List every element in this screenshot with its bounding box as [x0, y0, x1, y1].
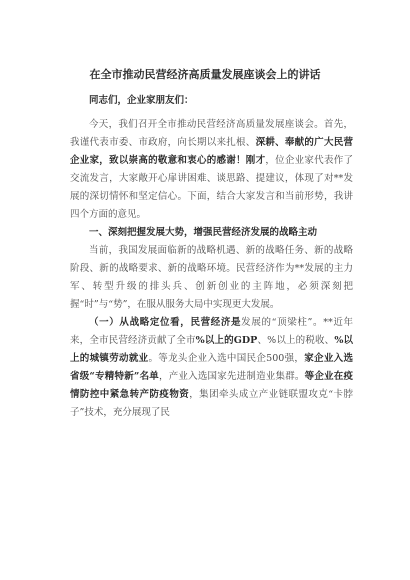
intro-bold-thanks: 深耕、奉献的广大民营企业家，致以崇高的敬意和衷心的感谢！刚才 [70, 137, 353, 166]
subsection-bold-epidemic: 等企业在疫情防控中紧急转产防疫物资 [70, 371, 353, 400]
document-body [70, 92, 353, 422]
section-1-paragraph: 当前，我国发展面临新的战略机遇、新的战略任务、新的战略阶段、新的战略要求、新的战略环境。民营经济作为**发展的主力军、转型升级的排头兵、创新创业的主阵地，必须深刻把握“时”与“势”，在服从服务大局中实现更大发展。 [70, 245, 353, 310]
subsection-heading-1: （一）从战略定位看，民营经济是 [89, 317, 242, 328]
intro-paragraph [70, 116, 353, 224]
greeting: 同志们，企业家朋友们： [89, 95, 194, 106]
subsection-bold-employment: %以上的城镇劳动就业 [70, 335, 354, 364]
subsection-heading-tail: 发展的“顶梁柱”。 [241, 317, 324, 328]
subsection-bold-gdp: %以上的GDP [195, 335, 258, 346]
subsection-text-c: 。等龙头企业入选中国民企500强， [148, 353, 305, 364]
intro-text-a: 今天，我们召开全市推动民营经济高质量发展座谈会。首先，我谨代表市委、市政府，向长期以来扎根、 [70, 119, 353, 148]
subsection-text-b: 、%以上的税收、 [257, 335, 335, 346]
subsection-bold-specialized: 家企业入选省级“专精特新”名单 [70, 353, 353, 382]
subsection-1-paragraph [70, 314, 353, 422]
subsection-text-a: **近年来，全市民营经济贡献了全市 [70, 317, 353, 346]
subsection-text-d: ，产业入选国家先进制造业集群。 [159, 371, 305, 382]
subsection-text-e: ，集团牵头成立产业链联盟攻克“卡脖子”技术，充分展现了民 [70, 389, 353, 418]
intro-text-c: ，位企业家代表作了交流发言，大家敞开心扉讲困难、谈思路、提建议，体现了对**发展的深切情怀和坚定信心。下面，结合大家发言和当前形势，我讲四个方面的意见。 [70, 155, 353, 220]
section-heading-1: 一、深刻把握发展大势，增强民营经济发展的战略主动 [89, 227, 318, 238]
document-title: 在全市推动民营经济高质量发展座谈会上的讲话 [89, 68, 321, 81]
